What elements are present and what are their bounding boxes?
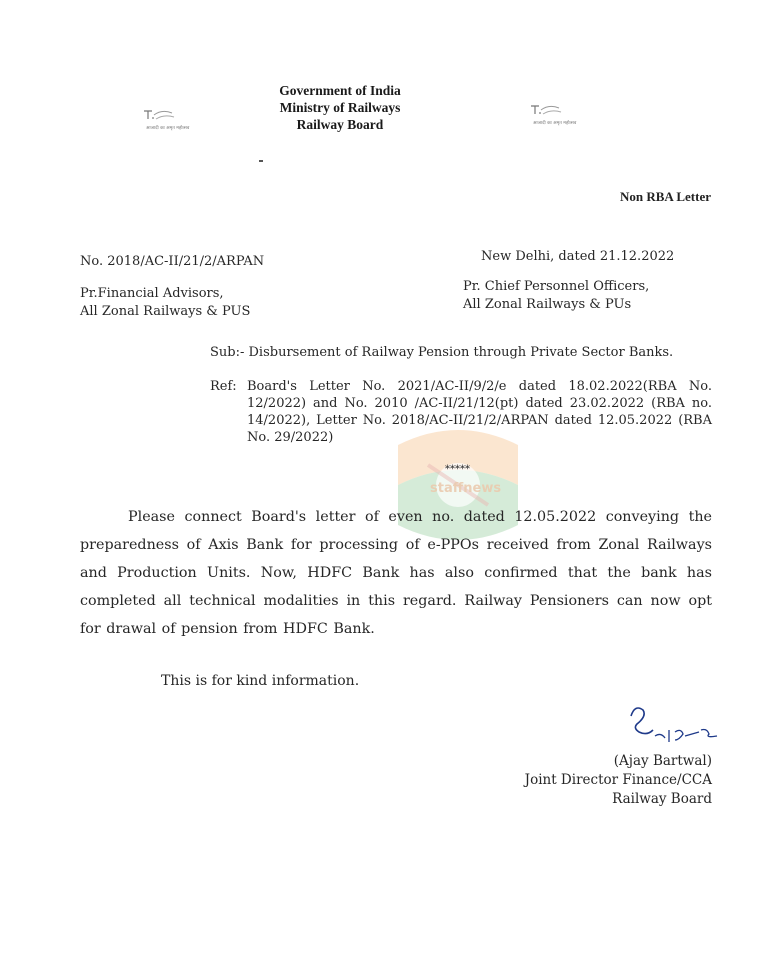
signatory-block xyxy=(525,752,712,809)
watermark-text: staffnews xyxy=(430,481,502,496)
letterhead xyxy=(0,82,680,133)
addressee-right xyxy=(463,278,649,314)
separator: ***** xyxy=(445,464,470,475)
reference-block xyxy=(210,378,712,446)
letterhead-board: Railway Board xyxy=(296,117,384,132)
signature-icon xyxy=(625,702,725,752)
letter-type: Non RBA Letter xyxy=(620,189,711,204)
addressee-left-line2: All Zonal Railways & PUS xyxy=(80,304,251,319)
closing-line: This is for kind information. xyxy=(161,673,360,689)
signatory-designation: Joint Director Finance/CCA xyxy=(524,772,712,788)
left-logo-caption: आजादी का अमृत महोत्सव xyxy=(146,126,190,131)
letter-date: New Delhi, dated 21.12.2022 xyxy=(481,249,675,264)
body-paragraph: Please connect Board's letter of even no. dated 12.05.2022 conveying the preparedness of Axis Bank for processing of e-PPOs received from Zonal Railways and Production Units. Now, HDFC Bank has also confirmed that the bank has completed all technical modalities in this regard. Railway Pensioners can now opt for drawal of pension from HDFC Bank. xyxy=(80,509,712,637)
letterhead-government: Government of India xyxy=(279,83,401,98)
signatory-name: (Ajay Bartwal) xyxy=(613,753,712,769)
addressee-right-line1: Pr. Chief Personnel Officers, xyxy=(463,279,650,294)
reference-label: Ref: xyxy=(210,379,237,394)
letter-reference-number: No. 2018/AC-II/21/2/ARPAN xyxy=(80,254,265,269)
subject-line: Sub:- Disbursement of Railway Pension through Private Sector Banks. xyxy=(210,345,674,360)
azadi-amrit-mahotsav-logo-left xyxy=(138,105,190,135)
azadi-amrit-mahotsav-logo-right xyxy=(525,100,577,130)
right-logo-caption: आजादी का अमृत महोत्सव xyxy=(533,121,577,126)
signatory-office: Railway Board xyxy=(612,791,712,807)
stray-mark xyxy=(259,160,263,162)
handwritten-signature xyxy=(625,702,725,752)
addressee-left-line1: Pr.Financial Advisors, xyxy=(80,286,224,301)
letterhead-ministry: Ministry of Railways xyxy=(279,100,401,115)
addressee-left xyxy=(80,285,250,321)
reference-text: Board's Letter No. 2021/AC-II/9/2/e dated 18.02.2022(RBA No. 12/2022) and No. 2010 /AC-II/21/12(pt) dated 23.02.2022 (RBA no. 14/2022), Letter No. 2018/AC-II/21/2/ARPAN dated 12.05.2022 (RBA No. 29/2022) xyxy=(247,379,712,445)
addressee-right-line2: All Zonal Railways & PUs xyxy=(463,297,632,312)
